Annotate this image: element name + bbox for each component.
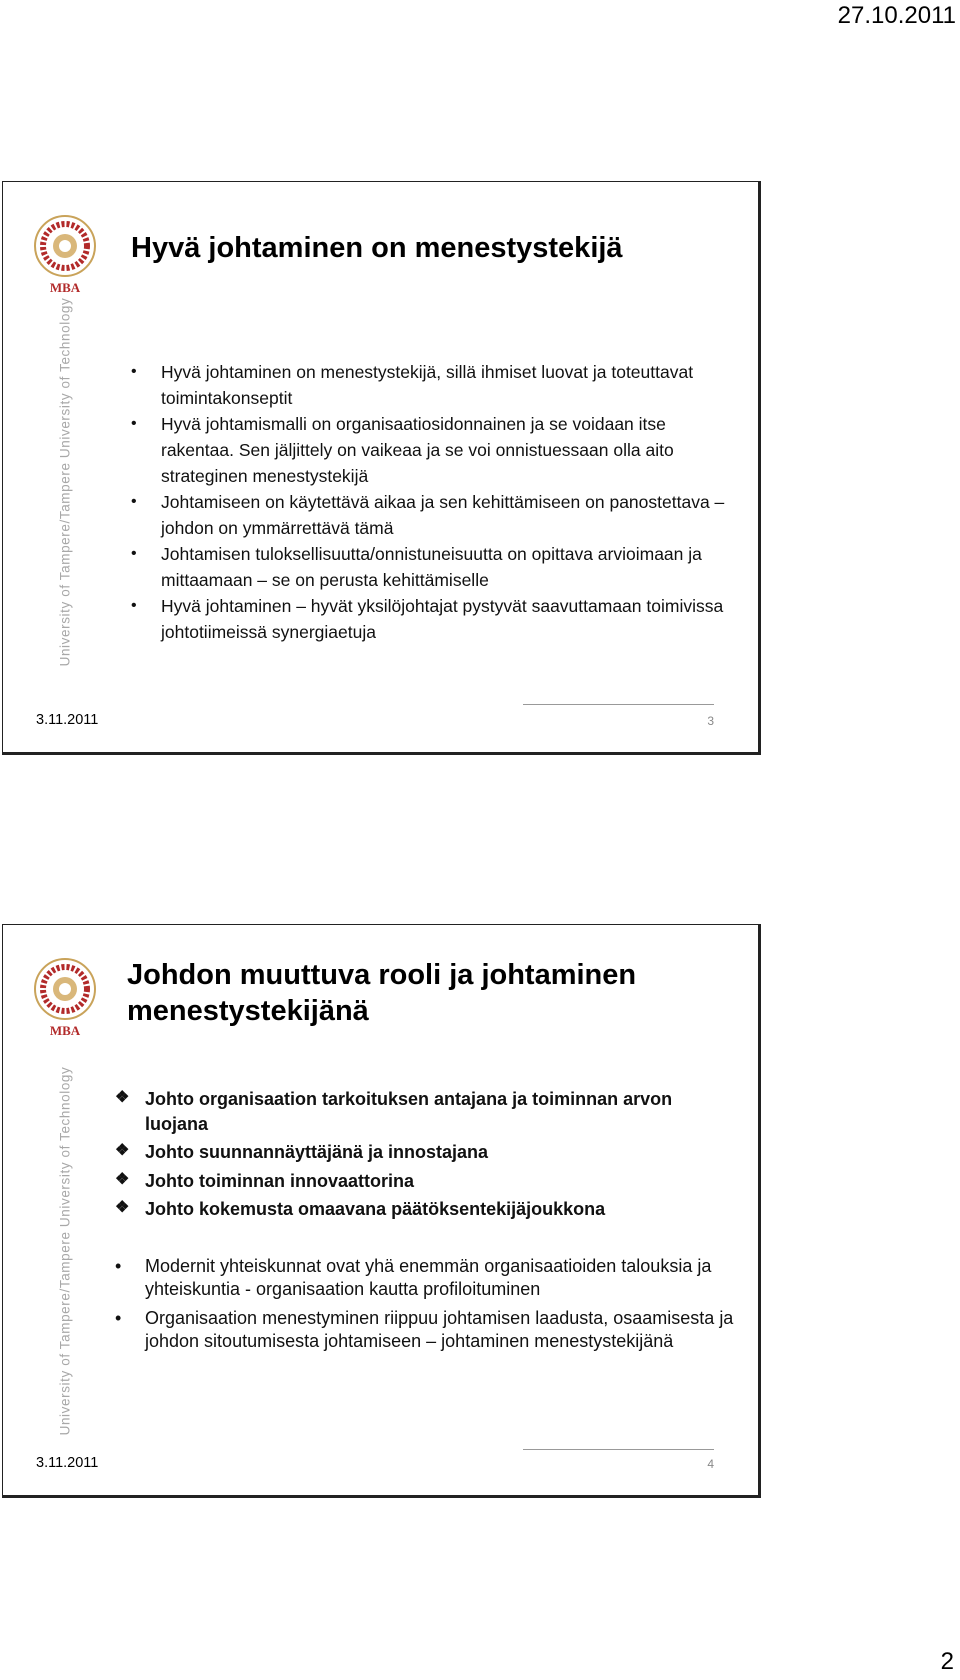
list-item: ❖ Johto suunnannäyttäjänä ja innostajana [115, 1140, 735, 1165]
bullet-dot-icon: • [115, 1308, 122, 1328]
slide-date: 3.11.2011 [36, 1455, 99, 1471]
diamond-bullet-icon: ❖ [115, 1089, 130, 1106]
university-side-label [51, 297, 79, 667]
bullet-list [131, 359, 731, 645]
bullet-list [115, 1255, 735, 1359]
university-side-text: University of Tampere/Tampere University of Technology [57, 297, 73, 667]
slide-4 [2, 924, 761, 1498]
slide-3 [2, 181, 761, 755]
university-side-label [51, 1066, 79, 1436]
mba-logo [15, 939, 115, 1039]
bullet-dot-icon: • [131, 493, 137, 510]
list-item: • Organisaation menestyminen riippuu johtamisen laadusta, osaamisesta ja johdon sitoutumisesta johtamiseen – johtaminen menestystekijänä [115, 1308, 734, 1351]
bullet-dot-icon: • [131, 415, 137, 432]
mba-logo [15, 196, 115, 296]
list-item: • Hyvä johtaminen on menestystekijä, sillä ihmiset luovat ja toteuttavat toimintakonseptit [131, 359, 731, 411]
bullet-dot-icon: • [131, 597, 137, 614]
mba-badge: MBA [49, 280, 81, 295]
slide-number: 4 [707, 1457, 714, 1471]
slide-number: 3 [707, 714, 714, 728]
university-side-text: University of Tampere/Tampere University of Technology [57, 1066, 73, 1436]
mba-badge: MBA [49, 1023, 81, 1038]
list-item: • Modernit yhteiskunnat ovat yhä enemmän organisaatioiden talouksia ja yhteiskuntia - organisaation kautta profiloituminen [115, 1256, 712, 1299]
list-item: ❖ Johto toiminnan innovaattorina [115, 1169, 735, 1194]
diamond-bullet-icon: ❖ [115, 1142, 130, 1159]
page-number: 2 [940, 1648, 954, 1675]
bullet-dot-icon: • [115, 1256, 122, 1276]
bullet-dot-icon: • [131, 545, 137, 562]
slide-date: 3.11.2011 [36, 712, 99, 728]
bullet-dot-icon: • [131, 363, 137, 380]
footer-divider [523, 704, 714, 705]
diamond-bullet-icon: ❖ [115, 1199, 130, 1216]
list-item: • Johtamiseen on käytettävä aikaa ja sen kehittämiseen on panostettava – johdon on ymmärrettävä tämä [131, 489, 731, 541]
diamond-bullet-icon: ❖ [115, 1170, 130, 1188]
footer-divider [523, 1449, 714, 1450]
slide-title: Johdon muuttuva rooli ja johtaminen menestystekijänä [127, 959, 637, 1027]
list-item: ❖ Johto kokemusta omaavana päätöksentekijäjoukkona [115, 1197, 735, 1222]
page-date: 27.10.2011 [837, 2, 956, 29]
slide-title: Hyvä johtaminen on menestystekijä [131, 232, 623, 264]
list-item: • Johtamisen tuloksellisuutta/onnistuneisuutta on opittava arvioimaan ja mittaamaan – se on perusta kehittämiselle [131, 541, 731, 593]
list-item: ❖ Johto organisaation tarkoituksen antajana ja toiminnan arvon luojana [115, 1087, 735, 1136]
diamond-bullet-list [115, 1087, 735, 1226]
list-item: • Hyvä johtaminen – hyvät yksilöjohtajat pystyvät saavuttamaan toimivissa johtotiimeissä synergiaetuja [131, 593, 731, 645]
list-item: • Hyvä johtamismalli on organisaatiosidonnainen ja se voidaan itse rakentaa. Sen jäljittely on vaikeaa ja se voi onnistuessaan olla aito strateginen menestystekijä [131, 411, 731, 489]
